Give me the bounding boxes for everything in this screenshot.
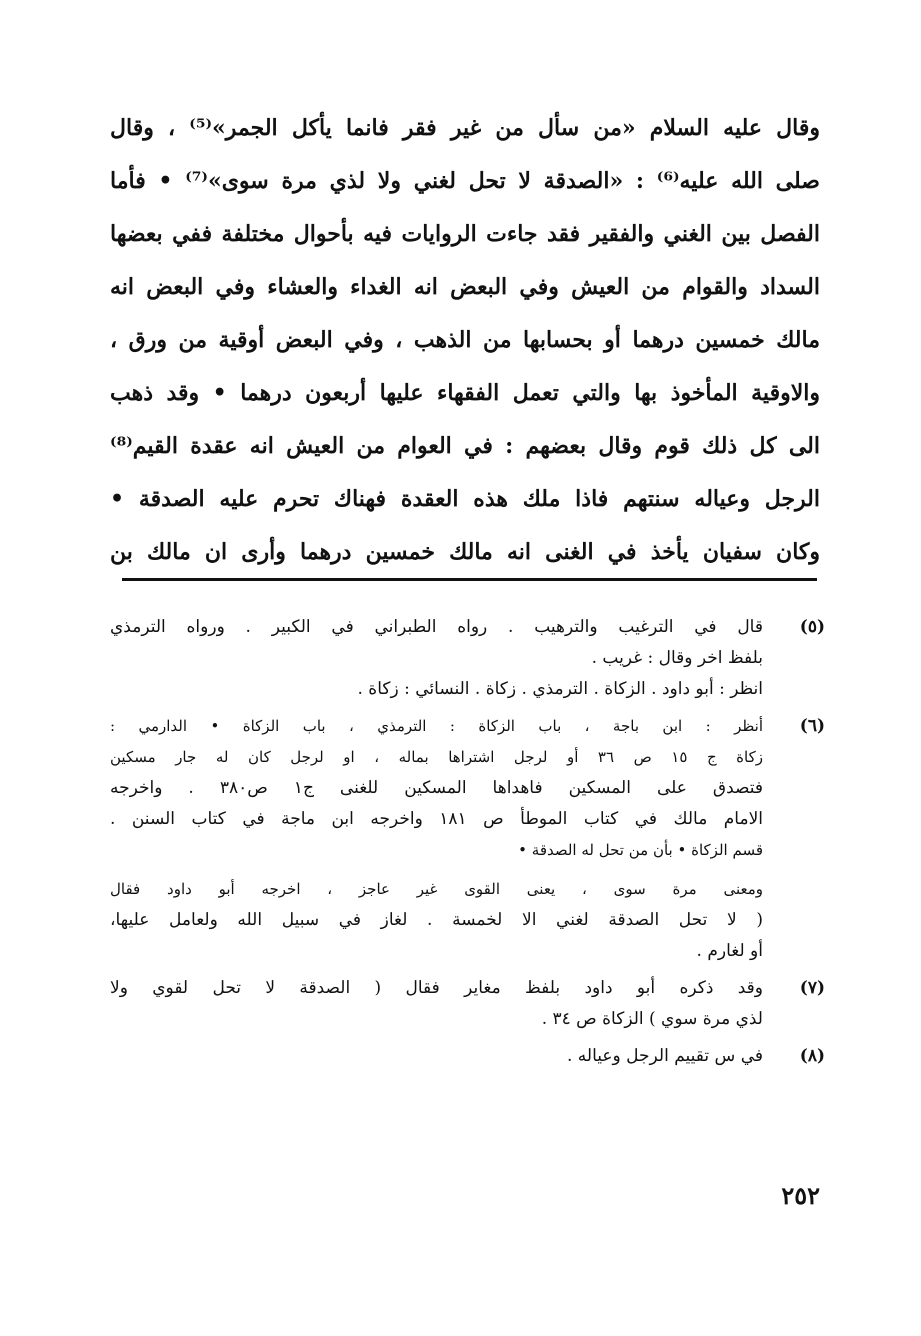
footnote-line: في س تقييم الرجل وعياله . bbox=[567, 1046, 763, 1066]
footnote-number: (٨) bbox=[799, 1046, 825, 1066]
main-text-line: والاوقية المأخوذ بها والتي تعمل الفقهاء عليها أربعون درهما • وقد ذهب bbox=[110, 380, 820, 406]
footnote-6 bbox=[110, 711, 825, 967]
footnote-line: فتصدق على المسكين فاهداها المسكين للغنى ج١ ص٣٨٠ . واخرجه bbox=[110, 778, 763, 798]
main-text-line: وقال عليه السلام «من سأل من غير فقر فانما يأكل الجمر»⁽⁵⁾ ، وقال bbox=[110, 115, 820, 141]
footnote-separator-rule bbox=[122, 578, 817, 581]
main-text-line: وكان سفيان يأخذ في الغنى انه مالك خمسين درهما وأرى ان مالك بن bbox=[110, 539, 820, 565]
footnote-number: (٥) bbox=[799, 617, 825, 637]
footnote-paragraph-gap bbox=[110, 866, 763, 874]
footnote-line: زكاة ج ١٥ ص ٣٦ أو لرجل اشتراها بماله ، او لرجل كان له جار مسكين bbox=[110, 748, 763, 766]
footnote-7 bbox=[110, 973, 825, 1035]
footnote-line: أنظر : ابن باجة ، باب الزكاة : الترمذي ، باب الزكاة • الدارمي : bbox=[110, 717, 763, 735]
main-text-block bbox=[110, 102, 820, 579]
footnote-8 bbox=[110, 1041, 825, 1072]
footnote-line: قسم الزكاة • بأن من تحل له الصدقة • bbox=[518, 841, 763, 859]
footnote-line: انظر : أبو داود . الزكاة . الترمذي . زكاة . النسائي : زكاة . bbox=[357, 679, 763, 699]
footnote-line: الامام مالك في كتاب الموطأ ص ١٨١ واخرجه ابن ماجة في كتاب السنن . bbox=[110, 809, 763, 829]
footnote-5 bbox=[110, 612, 825, 705]
footnote-number: (٧) bbox=[799, 978, 825, 998]
footnote-line: بلفظ اخر وقال : غريب . bbox=[591, 648, 763, 668]
footnote-line: قال في الترغيب والترهيب . رواه الطبراني في الكبير . ورواه الترمذي bbox=[110, 617, 763, 637]
main-text-line: الفصل بين الغني والفقير فقد جاءت الروايات فيه بأحوال مختلفة ففي بعضها bbox=[110, 221, 820, 247]
footnote-line: ( لا تحل الصدقة لغني الا لخمسة . لغاز في سبيل الله ولعامل عليها، bbox=[110, 910, 763, 930]
footnote-line: ومعنى مرة سوى ، يعنى القوى غير عاجز ، اخرجه أبو داود فقال bbox=[110, 880, 763, 898]
main-text-line: مالك خمسين درهما أو بحسابها من الذهب ، وفي البعض أوقية من ورق ، bbox=[110, 327, 820, 353]
footnote-line: أو لغارم . bbox=[696, 941, 763, 961]
main-text-line: الى كل ذلك قوم وقال بعضهم : في العوام من العيش انه عقدة القيم⁽⁸⁾ bbox=[110, 433, 820, 459]
footnote-line: وقد ذكره أبو داود بلفظ مغاير فقال ( الصدقة لا تحل لقوي ولا bbox=[110, 978, 763, 998]
footnote-line: لذي مرة سوي ) الزكاة ص ٣٤ . bbox=[541, 1009, 763, 1029]
main-text-line: الرجل وعياله سنتهم فاذا ملك هذه العقدة فهناك تحرم عليه الصدقة • bbox=[110, 486, 820, 512]
main-text-line: السداد والقوام من العيش وفي البعض انه الغداء والعشاء وفي البعض انه bbox=[110, 274, 820, 300]
main-text-line: صلى الله عليه⁽⁶⁾ : «الصدقة لا تحل لغني ولا لذي مرة سوى»⁽⁷⁾ • فأما bbox=[110, 168, 820, 194]
footnotes-section bbox=[110, 612, 825, 1078]
page-number: ٢٥٢ bbox=[781, 1181, 820, 1210]
footnote-number: (٦) bbox=[799, 716, 825, 736]
